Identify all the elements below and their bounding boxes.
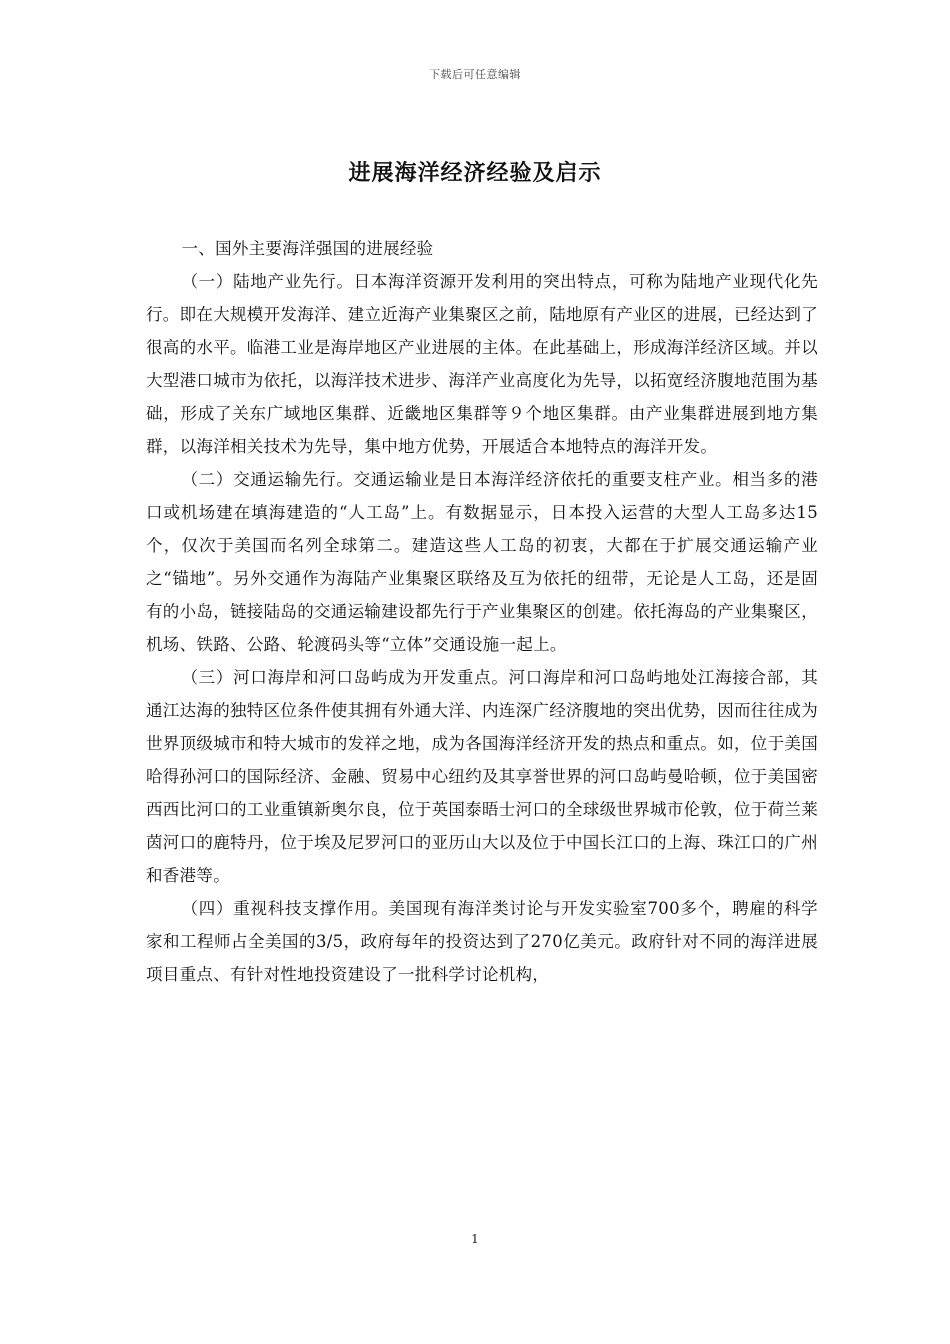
header-note: 下载后可任意编辑: [429, 68, 521, 81]
paragraph-4: （四）重视科技支撑作用。美国现有海洋类讨论与开发实验室700多个，聘雇的科学家和工程师占全美国的3/5，政府每年的投资达到了270亿美元。政府针对不同的海洋进展项目重点、有针对性地投资建设了一批科学讨论机构，: [146, 899, 818, 984]
paragraph-2: （二）交通运输先行。交通运输业是日本海洋经济依托的重要支柱产业。相当多的港口或机场建在填海建造的“人工岛”上。有数据显示，日本投入运营的大型人工岛多达15个，仅次于美国而名列全球第二。建造这些人工岛的初衷，大都在于扩展交通运输产业之“锚地”。另外交通作为海陆产业集聚区联络及互为依托的纽带，无论是人工岛，还是固有的小岛，链接陆岛的交通运输建设都先行于产业集聚区的创建。依托海岛的产业集聚区，机场、铁路、公路、轮渡码头等“立体”交通设施一起上。: [146, 470, 818, 654]
document-title: 进展海洋经济经验及启示: [348, 160, 602, 186]
document-body: [146, 232, 818, 991]
section-heading: 一、国外主要海洋强国的进展经验: [181, 239, 434, 258]
page-number: 1: [471, 1232, 479, 1246]
paragraph-3: （三）河口海岸和河口岛屿成为开发重点。河口海岸和河口岛屿地处江海接合部，其通江达海的独特区位条件使其拥有外通大洋、内连深广经济腹地的突出优势，因而往往成为世界顶级城市和特大城市的发祥之地，成为各国海洋经济开发的热点和重点。如，位于美国哈得孙河口的国际经济、金融、贸易中心纽约及其享誉世界的河口岛屿曼哈顿，位于美国密西西比河口的工业重镇新奥尔良，位于英国泰晤士河口的全球级世界城市伦敦，位于荷兰莱茵河口的鹿特丹，位于埃及尼罗河口的亚历山大以及位于中国长江口的上海、珠江口的广州和香港等。: [146, 668, 818, 885]
paragraph-1: （一）陆地产业先行。日本海洋资源开发利用的突出特点，可称为陆地产业现代化先行。即在大规模开发海洋、建立近海产业集聚区之前，陆地原有产业区的进展，已经达到了很高的水平。临港工业是海岸地区产业进展的主体。在此基础上，形成海洋经济区域。并以大型港口城市为依托，以海洋技术进步、海洋产业高度化为先导，以拓宽经济腹地范围为基础，形成了关东广域地区集群、近畿地区集群等９个地区集群。由产业集群进展到地方集群，以海洋相关技术为先导，集中地方优势，开展适合本地特点的海洋开发。: [146, 272, 818, 456]
